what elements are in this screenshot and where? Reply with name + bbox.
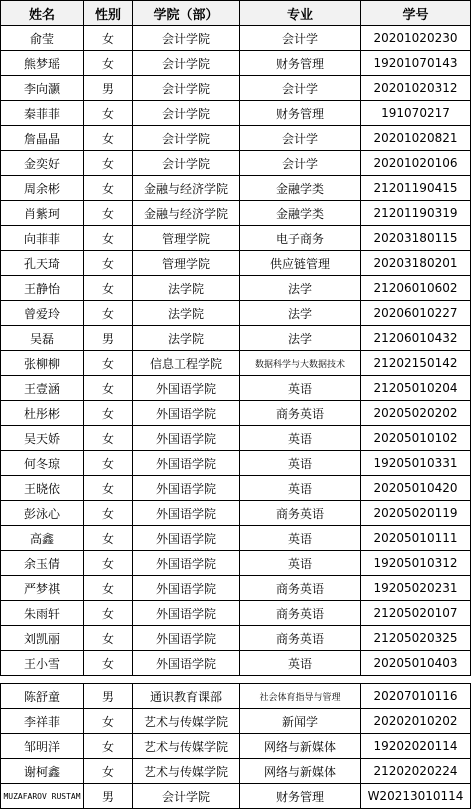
cell-name: 王静怡: [1, 276, 84, 301]
cell-gender: 女: [84, 709, 133, 734]
cell-name: 刘凯丽: [1, 626, 84, 651]
cell-student-id: 21205020325: [361, 626, 471, 651]
cell-major: 英语: [240, 376, 361, 401]
table-row: [1, 501, 471, 526]
table-row: [1, 51, 471, 76]
cell-name: 王晓依: [1, 476, 84, 501]
cell-gender: 女: [84, 501, 133, 526]
cell-college: 会计学院: [133, 76, 240, 101]
table-row: [1, 251, 471, 276]
table-row: [1, 126, 471, 151]
cell-student-id: 19205010312: [361, 551, 471, 576]
cell-gender: 女: [84, 376, 133, 401]
cell-gender: 男: [84, 784, 133, 809]
cell-college: 外国语学院: [133, 476, 240, 501]
cell-student-id: 21201190319: [361, 201, 471, 226]
cell-college: 法学院: [133, 326, 240, 351]
cell-name: 谢柯鑫: [1, 759, 84, 784]
cell-gender: 女: [84, 176, 133, 201]
cell-major: 法学: [240, 326, 361, 351]
cell-college: 会计学院: [133, 26, 240, 51]
table-row: [1, 784, 471, 809]
cell-major: 商务英语: [240, 401, 361, 426]
cell-gender: 女: [84, 101, 133, 126]
cell-major: 英语: [240, 651, 361, 676]
cell-gender: 男: [84, 684, 133, 709]
cell-college: 会计学院: [133, 126, 240, 151]
cell-college: 会计学院: [133, 784, 240, 809]
cell-name: 肖紫珂: [1, 201, 84, 226]
cell-college: 外国语学院: [133, 626, 240, 651]
student-table-bottom: [0, 683, 471, 809]
cell-student-id: 19202020114: [361, 734, 471, 759]
table-row: [1, 326, 471, 351]
cell-name: 金奕好: [1, 151, 84, 176]
cell-student-id: 20205010403: [361, 651, 471, 676]
cell-college: 法学院: [133, 301, 240, 326]
cell-major: 商务英语: [240, 501, 361, 526]
table-row: [1, 651, 471, 676]
cell-college: 金融与经济学院: [133, 176, 240, 201]
cell-college: 通识教育课部: [133, 684, 240, 709]
cell-major: 商务英语: [240, 626, 361, 651]
cell-name: 王壹涵: [1, 376, 84, 401]
cell-name: 朱雨轩: [1, 601, 84, 626]
cell-college: 外国语学院: [133, 651, 240, 676]
cell-student-id: 21206010602: [361, 276, 471, 301]
cell-major: 供应链管理: [240, 251, 361, 276]
cell-student-id: 191070217: [361, 101, 471, 126]
cell-gender: 女: [84, 51, 133, 76]
cell-student-id: W20213010114: [361, 784, 471, 809]
cell-major: 英语: [240, 526, 361, 551]
cell-student-id: 20205010102: [361, 426, 471, 451]
cell-major: 会计学: [240, 126, 361, 151]
cell-student-id: 20205010420: [361, 476, 471, 501]
cell-student-id: 19205020231: [361, 576, 471, 601]
table-row: [1, 301, 471, 326]
cell-gender: 女: [84, 451, 133, 476]
cell-college: 信息工程学院: [133, 351, 240, 376]
cell-gender: 女: [84, 126, 133, 151]
cell-college: 艺术与传媒学院: [133, 759, 240, 784]
header-college: 学院（部）: [133, 1, 240, 26]
cell-gender: 女: [84, 201, 133, 226]
table-row: [1, 734, 471, 759]
cell-gender: 男: [84, 76, 133, 101]
cell-student-id: 20206010227: [361, 301, 471, 326]
cell-name: 张柳柳: [1, 351, 84, 376]
cell-gender: 女: [84, 226, 133, 251]
cell-college: 管理学院: [133, 226, 240, 251]
cell-name: 孔天琦: [1, 251, 84, 276]
cell-gender: 女: [84, 551, 133, 576]
cell-name: 向菲菲: [1, 226, 84, 251]
cell-student-id: 21205010204: [361, 376, 471, 401]
table-row: [1, 426, 471, 451]
cell-major: 英语: [240, 551, 361, 576]
cell-student-id: 20205020119: [361, 501, 471, 526]
cell-student-id: 21201190415: [361, 176, 471, 201]
table-gap: [0, 676, 470, 683]
cell-student-id: 20201020312: [361, 76, 471, 101]
table-body-bottom: [1, 684, 471, 809]
header-row: [1, 1, 471, 26]
cell-college: 艺术与传媒学院: [133, 709, 240, 734]
cell-college: 外国语学院: [133, 451, 240, 476]
cell-gender: 女: [84, 351, 133, 376]
cell-student-id: 20201020230: [361, 26, 471, 51]
cell-name: 周余彬: [1, 176, 84, 201]
cell-gender: 女: [84, 576, 133, 601]
cell-gender: 女: [84, 301, 133, 326]
cell-major: 会计学: [240, 26, 361, 51]
cell-gender: 女: [84, 476, 133, 501]
cell-major: 金融学类: [240, 176, 361, 201]
cell-gender: 女: [84, 26, 133, 51]
cell-major: 电子商务: [240, 226, 361, 251]
cell-name: 陈舒童: [1, 684, 84, 709]
cell-gender: 女: [84, 401, 133, 426]
table-row: [1, 176, 471, 201]
table-row: [1, 601, 471, 626]
table-row: [1, 451, 471, 476]
cell-gender: 女: [84, 651, 133, 676]
cell-college: 法学院: [133, 276, 240, 301]
cell-name: 杜彤彬: [1, 401, 84, 426]
cell-major: 商务英语: [240, 601, 361, 626]
cell-name: 彭泳心: [1, 501, 84, 526]
cell-major: 法学: [240, 301, 361, 326]
cell-gender: 女: [84, 759, 133, 784]
cell-student-id: 20203180115: [361, 226, 471, 251]
cell-name: 高鑫: [1, 526, 84, 551]
cell-major: 英语: [240, 451, 361, 476]
header-name: 姓名: [1, 1, 84, 26]
cell-name: 余玉倩: [1, 551, 84, 576]
table-row: [1, 684, 471, 709]
table-row: [1, 151, 471, 176]
cell-student-id: 21205020107: [361, 601, 471, 626]
cell-name: 秦菲菲: [1, 101, 84, 126]
cell-college: 外国语学院: [133, 551, 240, 576]
cell-name: 吴天娇: [1, 426, 84, 451]
cell-student-id: 20201020106: [361, 151, 471, 176]
cell-name: 何冬琼: [1, 451, 84, 476]
cell-major: 网络与新媒体: [240, 734, 361, 759]
cell-college: 艺术与传媒学院: [133, 734, 240, 759]
cell-name: 熊梦瑶: [1, 51, 84, 76]
cell-student-id: 20201020821: [361, 126, 471, 151]
cell-student-id: 20207010116: [361, 684, 471, 709]
cell-name: 吴磊: [1, 326, 84, 351]
cell-major: 数据科学与大数据技术: [240, 351, 361, 376]
cell-name: 李向灏: [1, 76, 84, 101]
cell-major: 网络与新媒体: [240, 759, 361, 784]
cell-college: 外国语学院: [133, 376, 240, 401]
table-body-top: [1, 26, 471, 676]
cell-major: 社会体育指导与管理: [240, 684, 361, 709]
cell-gender: 女: [84, 601, 133, 626]
cell-student-id: 20205010111: [361, 526, 471, 551]
cell-major: 法学: [240, 276, 361, 301]
cell-gender: 女: [84, 276, 133, 301]
cell-college: 会计学院: [133, 101, 240, 126]
cell-gender: 女: [84, 734, 133, 759]
cell-college: 外国语学院: [133, 601, 240, 626]
cell-student-id: 21202020224: [361, 759, 471, 784]
cell-major: 英语: [240, 426, 361, 451]
table-row: [1, 526, 471, 551]
cell-major: 英语: [240, 476, 361, 501]
table-row: [1, 226, 471, 251]
cell-major: 商务英语: [240, 576, 361, 601]
cell-student-id: 21206010432: [361, 326, 471, 351]
cell-student-id: 20203180201: [361, 251, 471, 276]
cell-major: 新闻学: [240, 709, 361, 734]
header-student-id: 学号: [361, 1, 471, 26]
cell-name: 严梦祺: [1, 576, 84, 601]
cell-name: 李祥菲: [1, 709, 84, 734]
table-row: [1, 201, 471, 226]
cell-student-id: 19205010331: [361, 451, 471, 476]
cell-college: 外国语学院: [133, 426, 240, 451]
cell-major: 财务管理: [240, 784, 361, 809]
table-row: [1, 626, 471, 651]
cell-college: 会计学院: [133, 151, 240, 176]
cell-gender: 女: [84, 626, 133, 651]
cell-college: 会计学院: [133, 51, 240, 76]
header-gender: 性别: [84, 1, 133, 26]
cell-college: 外国语学院: [133, 401, 240, 426]
cell-name: MUZAFAROV RUSTAM: [1, 784, 84, 809]
cell-college: 外国语学院: [133, 501, 240, 526]
cell-gender: 女: [84, 251, 133, 276]
cell-major: 财务管理: [240, 51, 361, 76]
cell-name: 曾爱玲: [1, 301, 84, 326]
cell-gender: 女: [84, 526, 133, 551]
cell-major: 会计学: [240, 151, 361, 176]
table-row: [1, 276, 471, 301]
table-row: [1, 759, 471, 784]
cell-major: 金融学类: [240, 201, 361, 226]
cell-student-id: 19201070143: [361, 51, 471, 76]
cell-name: 俞莹: [1, 26, 84, 51]
table-row: [1, 376, 471, 401]
cell-college: 金融与经济学院: [133, 201, 240, 226]
cell-major: 财务管理: [240, 101, 361, 126]
cell-major: 会计学: [240, 76, 361, 101]
table-row: [1, 351, 471, 376]
table-row: [1, 551, 471, 576]
table-row: [1, 26, 471, 51]
table-row: [1, 76, 471, 101]
table-row: [1, 401, 471, 426]
cell-college: 外国语学院: [133, 526, 240, 551]
cell-name: 王小雪: [1, 651, 84, 676]
cell-gender: 男: [84, 326, 133, 351]
cell-student-id: 20205020202: [361, 401, 471, 426]
cell-gender: 女: [84, 151, 133, 176]
header-major: 专业: [240, 1, 361, 26]
table-row: [1, 709, 471, 734]
cell-student-id: 20202010202: [361, 709, 471, 734]
cell-student-id: 21202150142: [361, 351, 471, 376]
table-row: [1, 576, 471, 601]
cell-gender: 女: [84, 426, 133, 451]
cell-college: 外国语学院: [133, 576, 240, 601]
cell-name: 詹晶晶: [1, 126, 84, 151]
table-row: [1, 101, 471, 126]
table-row: [1, 476, 471, 501]
cell-college: 管理学院: [133, 251, 240, 276]
cell-name: 邹明洋: [1, 734, 84, 759]
